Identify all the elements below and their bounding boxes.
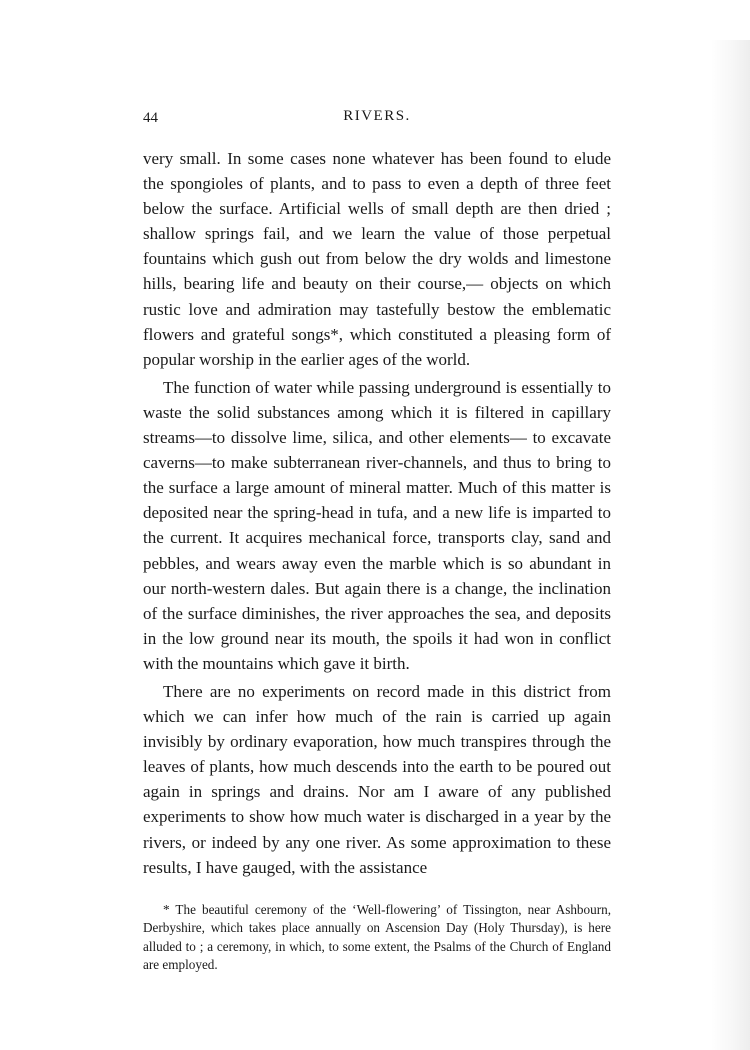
paragraph-water-function: The function of water while passing underground is essentially to waste the solid substances among which it is filtered in capillary streams—to dissolve lime, silica, and other elements— to excavate caverns—to make subterranean river-channels, and thus to bring to the surface a large amount of mineral matter. Much of this matter is deposited near the spring-head in tufa, and a new life is imparted to the current. It acquires mechanical force, transports clay, sand and pebbles, and wears away even the marble which is so abundant in our north-western dales. But again there is a change, the inclination of the surface diminishes, the river approaches the sea, and deposits in the low ground near its mouth, the spoils it had won in conflict with the mountains which gave it birth. [143,377,611,673]
footnote: * The beautiful ceremony of the ‘Well-flowering’ of Tissington, near Ashbourn, Derbyshire, which takes place annually on Ascension Day (Holy Thursday), is here alluded to ; a ceremony, in which, to some extent, the Psalms of the Church of England are employed. [143,901,611,973]
body-text [143,146,611,880]
page-number: 44 [143,110,158,126]
running-title: RIVERS. [343,108,411,124]
page-header [143,104,611,128]
paragraph-experiments: There are no experiments on record made in this district from which we can infer how much of the rain is carried up again invisibly by ordinary evaporation, how much transpires through the leaves of plants, how much descends into the earth to be poured out again in springs and drains. Nor am I aware of any published experiments to show how much water is discharged in a year by the rivers, or indeed by any one river. As some approximation to these results, I have gauged, with the assistance [143,681,611,877]
book-page [143,104,611,975]
paragraph-continuation: very small. In some cases none whatever has been found to elude the spongioles of plants, and to pass to even a depth of three feet below the surface. Artificial wells of small depth are then dried ; shallow springs fail, and we learn the value of those perpetual fountains which gush out from below the dry wolds and limestone hills, bearing life and beauty on their course,— objects on which rustic love and admiration may tastefully bestow the emblematic flowers and grateful songs*, which constituted a pleasing form of popular worship in the earlier ages of the world. [143,149,611,369]
page-edge-shadow [710,40,750,1050]
